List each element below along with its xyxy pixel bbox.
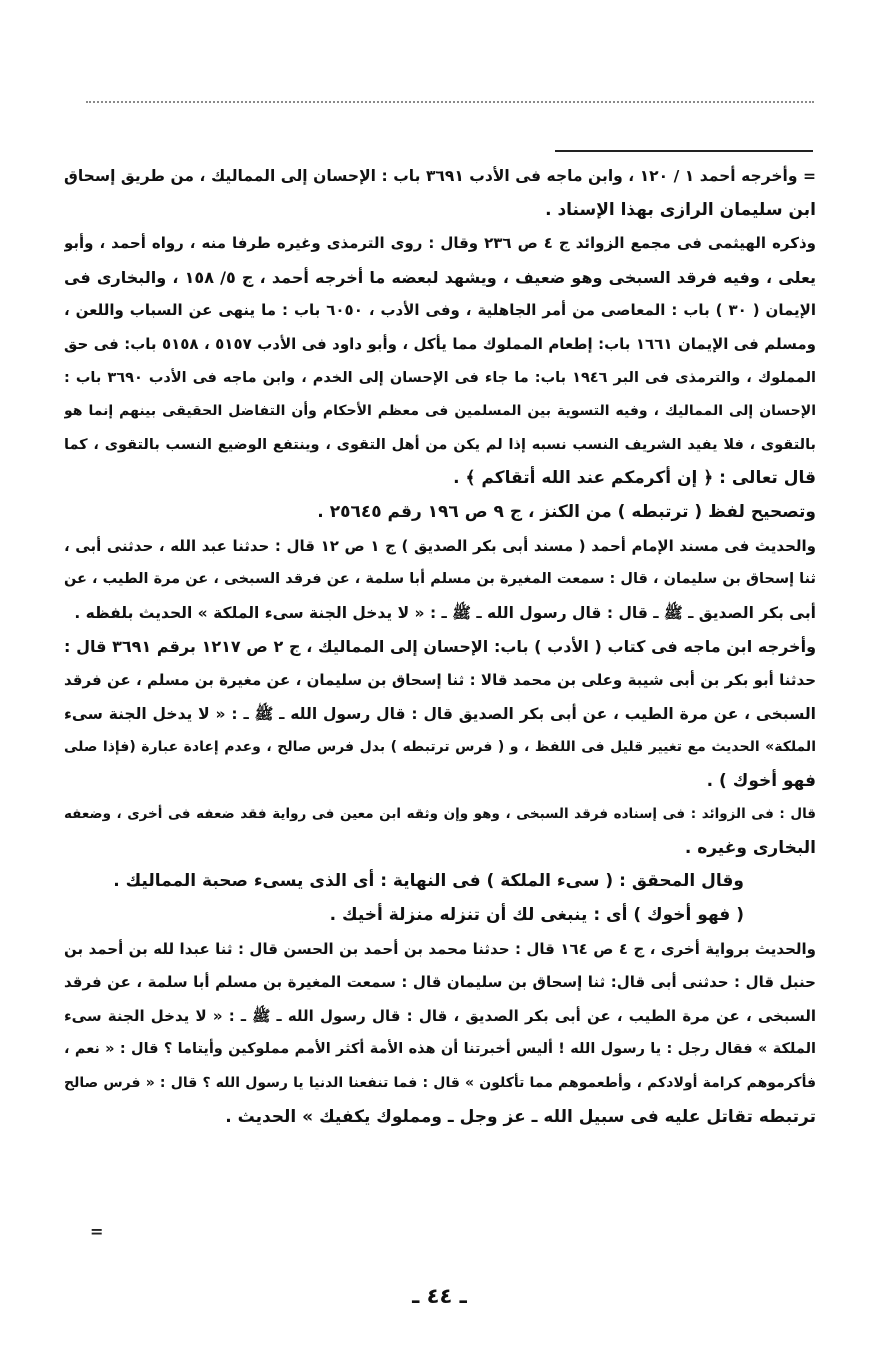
text-line: وأخرجه ابن ماجه فى كتاب ( الأدب ) باب: الإحسان إلى المماليك ، ج ٢ ص ١٢١٧ برقم ٣٦٩١ قال :: [64, 637, 816, 657]
text-line: الإحسان إلى المماليك ، وفيه التسوية بين المسلمين فى معظم الأحكام وأن التفاضل الحقيقى بينهم إنما هو: [64, 403, 816, 420]
text-line: وتصحيح لفظ ( ترتبطه ) من الكنز ، ج ٩ ص ١٩٦ رقم ٢٥٦٤٥ .: [317, 501, 816, 522]
text-line: والحديث فى مسند الإمام أحمد ( مسند أبى بكر الصديق ) ج ١ ص ١٢ قال : حدثنا عبد الله ، حدثنى أبى ،: [64, 536, 816, 555]
text-line: حدثنا أبو بكر بن أبى شيبة وعلى بن محمد قالا : ثنا إسحاق بن سليمان ، عن مغيرة بن مسلم ، عن فرقد: [64, 670, 816, 689]
text-line: فأكرموهم كرامة أولادكم ، وأطعموهم مما تأكلون » قال : فما تنفعنا الدنيا يا رسول الله ؟ قال : « فرس صالح: [64, 1075, 816, 1092]
text-line: البخارى وغيره .: [684, 837, 816, 858]
text-line: بالتقوى ، فلا يفيد الشريف النسب نسبه إذا لم يكن من أهل التقوى ، وينتفع الوضيع النسب بالتقوى ، كما: [64, 436, 816, 453]
text-line: الملكة» الحديث مع تغيير قليل فى اللفظ ، و ( فرس ترتبطه ) بدل فرس صالح ، وعدم إعادة عبارة (فإذا صلى: [64, 739, 816, 756]
text-line: السبخى ، عن مرة الطيب ، عن أبى بكر الصديق ، قال : قال رسول الله ـ ﷺ ـ : « لا يدخل الجنة سىء: [64, 1006, 816, 1025]
page-number: ـ ٤٤ ـ: [412, 1284, 467, 1308]
text-line: ابن سليمان الرازى بهذا الإسناد .: [545, 199, 816, 220]
footnote-separator-rule: [555, 150, 813, 152]
text-line: قال تعالى : ﴿ إن أكرمكم عند الله أتقاكم ﴾ .: [453, 468, 816, 489]
text-line: وقال المحقق : ( سىء الملكة ) فى النهاية : أى الذى يسىء صحبة المماليك .: [113, 871, 744, 892]
text-line: = وأخرجه أحمد ١ / ١٢٠ ، وابن ماجه فى الأدب ٣٦٩١ باب : الإحسان إلى المماليك ، من طريق إسحاق: [64, 167, 816, 185]
text-line: وذكره الهيثمى فى مجمع الزوائد ج ٤ ص ٢٣٦ وقال : روى الترمذى وغيره طرفا منه ، رواه أحمد ، وأبو: [64, 234, 816, 253]
text-line: ( فهو أخوك ) أى : ينبغى لك أن تنزله منزلة أخيك .: [329, 905, 744, 926]
footnote-text-block: [64, 160, 816, 1134]
text-line: أبى بكر الصديق ـ ﷺ ـ قال : قال رسول الله ـ ﷺ ـ : « لا يدخل الجنة سىء الملكة » الحديث بلفظه .: [74, 603, 816, 622]
text-line: السبخى ، عن مرة الطيب ، عن أبى بكر الصديق قال : قال رسول الله ـ ﷺ ـ : « لا يدخل الجنة سىء: [64, 704, 816, 723]
text-line: حنبل قال : حدثنى أبى قال: ثنا إسحاق بن سليمان قال : سمعت المغيرة بن مسلم أبا سلمة ، عن فرقد: [64, 973, 816, 992]
text-line: والحديث برواية أخرى ، ج ٤ ص ١٦٤ قال : حدثنا محمد بن أحمد بن الحسن قال : ثنا عبدا لله بن أحمد بن: [64, 939, 816, 958]
text-line: المملوك ، والترمذى فى البر ١٩٤٦ باب: ما جاء فى الإحسان إلى الخدم ، وابن ماجه فى الأدب ٣٦٩٠ باب :: [64, 369, 816, 386]
text-line: يعلى ، وفيه فرقد السبخى وهو ضعيف ، ويشهد لبعضه ما أخرجه أحمد ، ج ٥/ ١٥٨ ، والبخارى فى: [64, 267, 816, 287]
text-line: فهو أخوك ) .: [706, 770, 816, 791]
continuation-mark: =: [90, 1222, 104, 1241]
text-line: ثنا إسحاق بن سليمان ، قال : سمعت المغيرة بن مسلم أبا سلمة ، عن فرقد السبخى ، عن مرة الطيب ، عن: [64, 571, 816, 588]
text-line: ومسلم فى الإيمان ١٦٦١ باب: إطعام المملوك مما يأكل ، وأبو داود فى الأدب ٥١٥٧ ، ٥١٥٨ باب: فى حق: [64, 334, 816, 353]
dotted-header-rule: [86, 101, 814, 103]
text-line: ترتبطه تقاتل عليه فى سبيل الله ـ عز وجل ـ ومملوك يكفيك » الحديث .: [225, 1106, 816, 1127]
text-line: قال : فى الزوائد : فى إسناده فرقد السبخى ، وهو وإن وثقه ابن معين فى رواية فقد ضعفه فى أخرى ، وضعفه: [64, 806, 816, 823]
text-line: الملكة » فقال رجل : يا رسول الله ! أليس أخبرتنا أن هذه الأمة أكثر الأمم مملوكين وأيتاما ؟ قال : « نعم ،: [64, 1041, 816, 1058]
text-line: الإيمان ( ٣٠ ) باب : المعاصى من أمر الجاهلية ، وفى الأدب ، ٦٠٥٠ باب : ما ينهى عن السباب واللعن ،: [64, 301, 816, 320]
